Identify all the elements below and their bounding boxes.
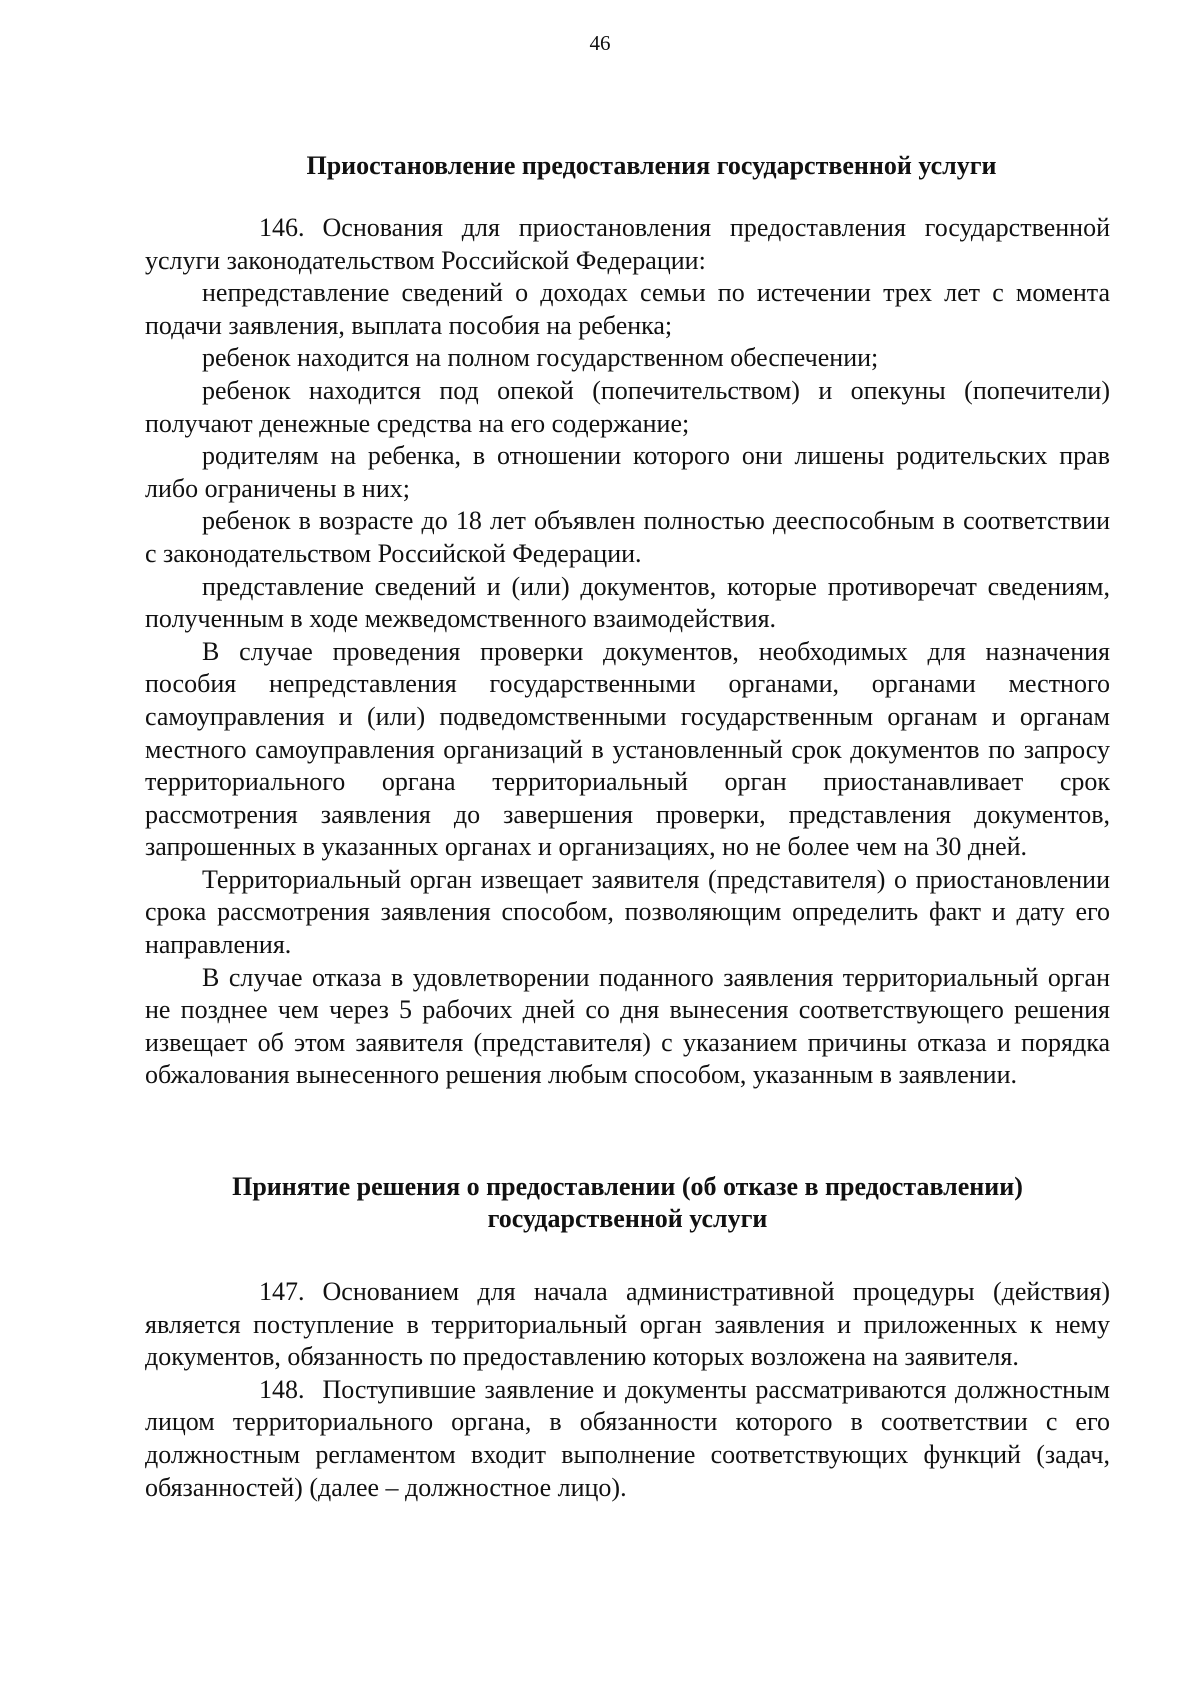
- paragraph: ребенок находится на полном государственном обеспечении;: [202, 343, 879, 373]
- paragraph: родителям на ребенка, в отношении которого они лишены родительских прав либо ограничены в них;: [145, 441, 1110, 503]
- spacer: [145, 182, 1110, 212]
- paragraph: представление сведений и (или) документов, которые противоречат сведениям, полученным в ходе межведомственного взаимодействия.: [145, 571, 1110, 634]
- page-number: 46: [589, 31, 611, 55]
- paragraph: ребенок в возрасте до 18 лет объявлен полностью дееспособным в соответствии с законодательством Российской Федерации.: [145, 506, 1110, 568]
- section-heading-decision-line1: Принятие решения о предоставлении (об отказе в предоставлении): [232, 1172, 1023, 1202]
- paragraph: В случае отказа в удовлетворении поданного заявления территориальный орган не позднее чем через 5 рабочих дней со дня вынесения соответствующего решения извещает об этом заявителя (представителя) с указанием причины отказа и порядка обжалования вынесенного решения любым способом, указанным в заявлении.: [145, 962, 1110, 1090]
- spacer: [145, 1092, 1110, 1171]
- paragraph-number: 146.: [259, 213, 305, 242]
- paragraph: В случае проведения проверки документов, необходимых для назначения пособия непредставления государственными органами, органами местного самоуправления и (или) подведомственными государственным органам и органам местного самоуправления организаций в установленный срок документов по запросу территориального органа территориальный орган приостанавливает срок рассмотрения заявления до завершения проверки, представления документов, запрошенных в указанных органах и организациях, но не более чем на 30 дней.: [145, 636, 1110, 862]
- paragraph-147: [145, 1276, 1110, 1374]
- spacer: [145, 1235, 1110, 1276]
- paragraph: ребенок находится под опекой (попечительством) и опекуны (попечители) получают денежные средства на его содержание;: [145, 375, 1110, 438]
- paragraph: Территориальный орган извещает заявителя (представителя) о приостановлении срока рассмотрения заявления способом, позволяющим определить факт и дату его направления.: [145, 864, 1110, 960]
- section-heading-suspension: Приостановление предоставления государственной услуги: [306, 151, 997, 180]
- paragraph-text: Основанием для начала административной процедуры (действия) является поступление в территориальный орган заявления и приложенных к нему документов, обязанность по предоставлению которых возложена на заявителя.: [145, 1277, 1110, 1372]
- paragraph-148: [145, 1374, 1110, 1504]
- section-heading-decision-line2: государственной услуги: [487, 1204, 768, 1234]
- paragraph-text: Основания для приостановления предоставления государственной услуги законодательством Российской Федерации:: [145, 213, 1110, 275]
- paragraph-text: Поступившие заявление и документы рассматриваются должностным лицом территориального органа, в обязанности которого в соответствии с его должностным регламентом входит выполнение соответствующих функций (задач, обязанностей) (далее – должностное лицо).: [145, 1374, 1110, 1502]
- document-body: [145, 150, 1110, 1504]
- paragraph: непредставление сведений о доходах семьи по истечении трех лет с момента подачи заявления, выплата пособия на ребенка;: [145, 278, 1110, 340]
- paragraph-number: 147.: [259, 1277, 305, 1307]
- paragraph-146: [145, 212, 1110, 277]
- paragraph-number: 148.: [259, 1374, 305, 1404]
